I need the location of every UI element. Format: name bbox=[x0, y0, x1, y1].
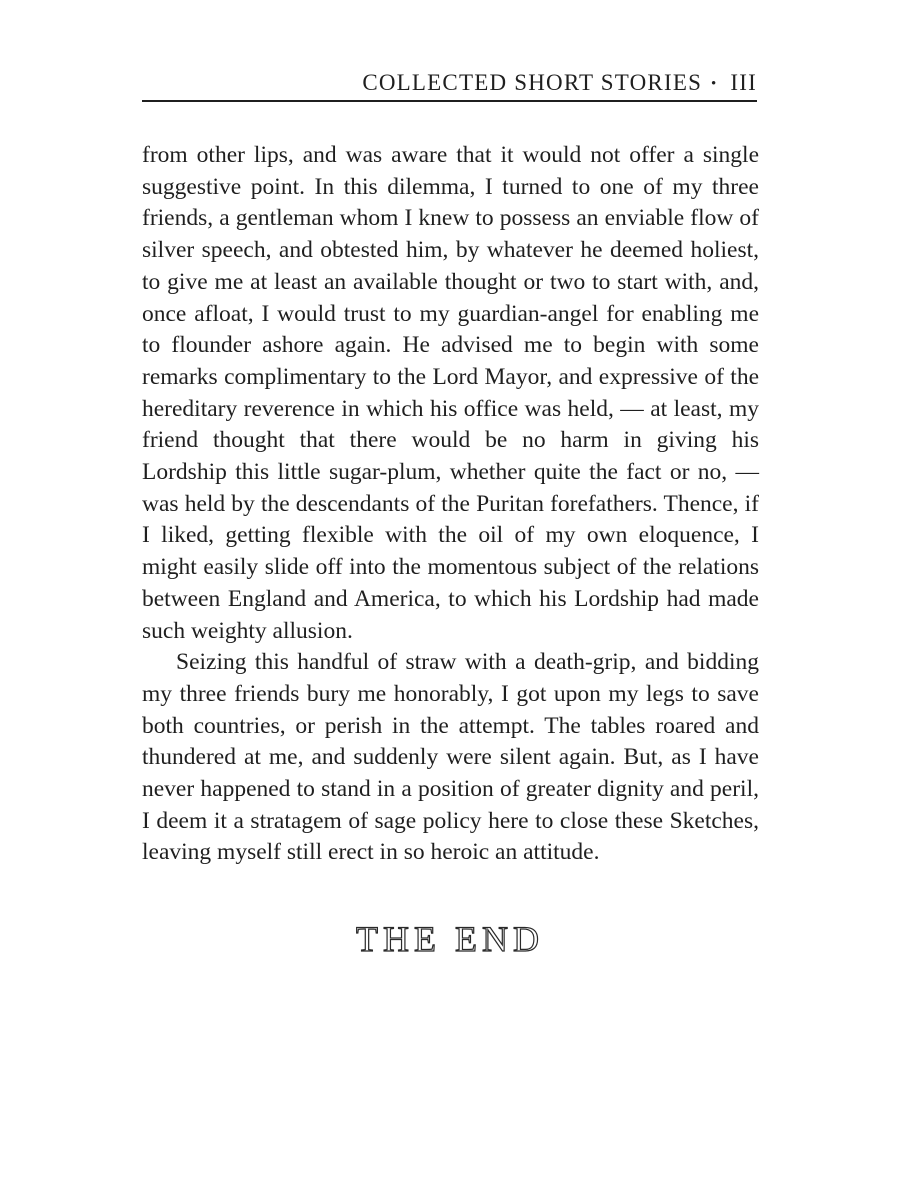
the-end-heading: THE END bbox=[356, 919, 544, 959]
page-number: III bbox=[730, 70, 757, 95]
paragraph-final: Seizing this handful of straw with a death-grip, and bidding my three friends bury me honorably, I got upon my legs to save both countries, or perish in the attempt. The tables roared and thundered at me, and suddenly were silent again. But, as I have never happened to stand in a position of greater dignity and peril, I deem it a stratagem of sage policy here to close these Sketches, leaving myself still erect in so heroic an attitude. bbox=[142, 649, 759, 866]
book-title: COLLECTED SHORT STORIES bbox=[362, 70, 703, 95]
paragraph-continued: from other lips, and was aware that it would not offer a single suggestive point. In this dilemma, I turned to one of my three friends, a gentleman whom I knew to possess an enviable flow of silver speech, and obtested him, by whatever he deemed holiest, to give me at least an available thought or two to start with, and, once afloat, I would trust to my guardian-angel for enabling me to flounder ashore again. He advised me to begin with some remarks complimentary to the Lord Mayor, and expressive of the hereditary reverence in which his office was held, — at least, my friend thought that there would be no harm in giving his Lordship this little sugar-plum, whether quite the fact or no, — was held by the descendants of the Puritan forefathers. Thence, if I liked, getting flexible with the oil of my own eloquence, I might easily slide off into the momentous subject of the relations between England and America, to which his Lordship had made such weighty allusion. bbox=[142, 142, 759, 644]
running-header bbox=[142, 66, 757, 102]
header-bullet: • bbox=[711, 76, 718, 92]
body-text bbox=[142, 140, 759, 869]
